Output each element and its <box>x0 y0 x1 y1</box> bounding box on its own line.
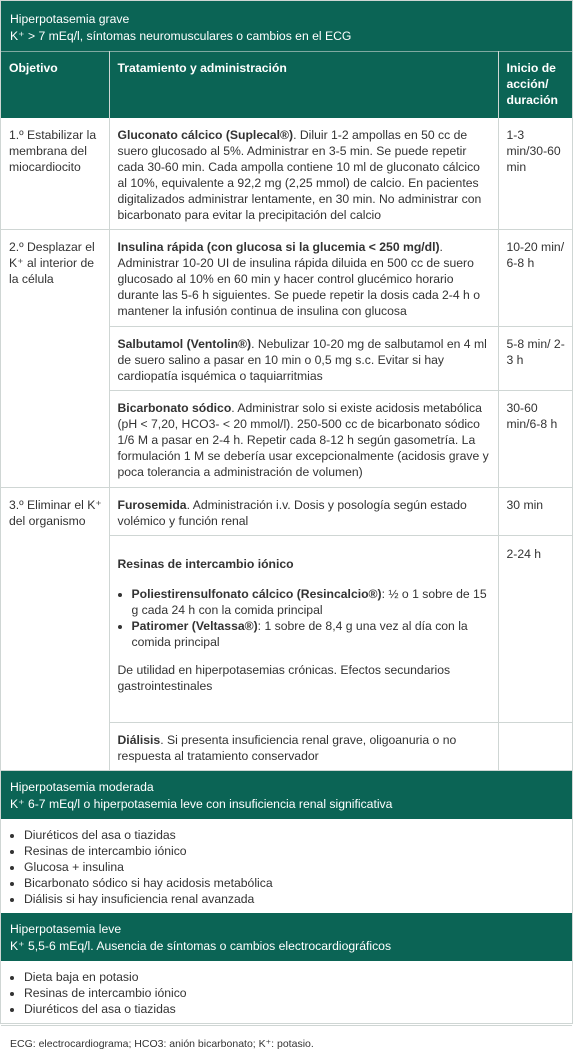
drug-text: . Administración i.v. Dosis y posología según estado volémico y función renal <box>117 498 467 528</box>
drug-name: Salbutamol (Ventolin®) <box>117 337 252 351</box>
moderada-header <box>1 771 572 819</box>
drug-text: : ½ o 1 sobre de 15 g cada 24 h con la comida principal <box>131 587 487 617</box>
drug-name: Gluconato cálcico (Suplecal®) <box>117 128 294 142</box>
list-item: • Diálisis si hay insuficiencia renal avanzada <box>24 891 564 907</box>
list-item: • Glucosa + insulina <box>24 859 564 875</box>
drug-text: . Si presenta insuficiencia renal grave, oligoanuria o no respuesta al tratamiento conservador <box>117 733 457 763</box>
footnote: ECG: electrocardiograma; HCO3: anión bicarbonato; K⁺: potasio. <box>10 1038 314 1050</box>
list-item: • Diuréticos del asa o tiazidas <box>24 827 564 843</box>
resinas-list <box>118 586 492 650</box>
onset-cell: 30 min <box>498 488 572 536</box>
list-item <box>132 618 492 650</box>
onset-cell: 5-8 min/ 2-3 h <box>498 327 572 391</box>
grave-subtitle: K⁺ > 7 mEq/l, síntomas neuromusculares o cambios en el ECG <box>10 29 352 43</box>
drug-text: . Nebulizar 10-20 mg de salbutamol en 4 ml de suero salino a pasar en 10 min o 0,5 mg s.c. Evitar si hay cardiopatía isquémica o taquiarritmias <box>117 337 487 383</box>
moderada-list <box>10 827 564 907</box>
drug-name: Poliestirensulfonato cálcico (Resincalcio®) <box>131 587 382 601</box>
treatment-cell <box>109 391 498 488</box>
drug-name: Patiromer (Veltassa®) <box>131 619 258 633</box>
grave-header <box>1 1 572 51</box>
table-row <box>1 230 572 327</box>
leve-title: Hiperpotasemia leve <box>10 922 122 936</box>
objective-cell: 3.º Eliminar el K⁺ del organismo <box>1 488 109 771</box>
onset-cell: 30-60 min/6-8 h <box>498 391 572 488</box>
leve-header <box>1 913 572 961</box>
list-item: • Dieta baja en potasio <box>24 969 564 985</box>
list-item: • Bicarbonato sódico si hay acidosis metabólica <box>24 875 564 891</box>
moderada-subtitle: K⁺ 6-7 mEq/l o hiperpotasemia leve con insuficiencia renal significativa <box>10 797 393 811</box>
col-objetivo: Objetivo <box>1 52 109 119</box>
drug-name: Insulina rápida (con glucosa si la glucemia < 250 mg/dl) <box>117 240 440 254</box>
resinas-note: De utilidad en hiperpotasemias crónicas. Efectos secundarios gastrointestinales <box>117 663 451 693</box>
drug-name: Bicarbonato sódico <box>117 401 232 415</box>
list-item: • Resinas de intercambio iónico <box>24 985 564 1001</box>
grave-title: Hiperpotasemia grave <box>10 12 130 26</box>
leve-subtitle: K⁺ 5,5-6 mEq/l. Ausencia de síntomas o cambios electrocardiográficos <box>10 939 392 953</box>
drug-name: Furosemida <box>117 498 187 512</box>
table-row <box>1 488 572 536</box>
treatment-cell <box>109 536 498 723</box>
drug-text: . Administrar solo si existe acidosis metabólica (pH < 7,20, HCO3- < 20 mmol/l). 250-500 cc de bicarbonato sódico 1/6 M a pasar en 2-4 h. Repetir cada 8-12 h según gasometría. La formulación 1 M se debería usar excepcionalmente (acidosis grave y poca tolerancia a administración de volumen) <box>117 401 489 479</box>
onset-cell: 1-3 min/30-60 min <box>498 118 572 230</box>
onset-cell: 2-24 h <box>498 536 572 723</box>
list-item: • Resinas de intercambio iónico <box>24 843 564 859</box>
treatment-cell <box>109 327 498 391</box>
col-tratamiento: Tratamiento y administración <box>109 52 498 119</box>
onset-cell: 10-20 min/ 6-8 h <box>498 230 572 327</box>
onset-cell <box>498 723 572 771</box>
grave-table <box>1 51 572 771</box>
drug-text: . Administrar 10-20 UI de insulina rápida diluida en 500 cc de suero glucosado al 10% en 60 min y hacer control glucémico horario durante las 5-6 h siguientes. Se puede repetir la dosis cada 2-4 h o mantener la infusión continua de insulina con glucosa <box>117 240 480 318</box>
moderada-list-block <box>1 819 572 913</box>
leve-list <box>10 969 564 1017</box>
treatment-cell <box>109 723 498 771</box>
objective-cell: 1.º Estabilizar la membrana del miocardiocito <box>1 118 109 230</box>
drug-text: : 1 sobre de 8,4 g una vez al día con la comida principal <box>131 619 468 649</box>
table-row <box>1 118 572 230</box>
list-item <box>132 586 492 618</box>
moderada-title: Hiperpotasemia moderada <box>10 780 154 794</box>
drug-text: . Diluir 1-2 ampollas en 50 cc de suero glucosado al 5%. Administrar en 3-5 min. Se puede repetir cada 30-60 min. Cada ampolla contiene 10 ml de gluconato cálcico al 10%, equivalente a 92,2 mg (2,25 mmol) de calcio. En pacientes digitalizados administrar lentamente, en 30 min. No administrar con bicarbonato para evitar la precipitación del calcio <box>117 128 482 222</box>
treatment-cell <box>109 118 498 230</box>
treatment-cell <box>109 230 498 327</box>
drug-name: Diálisis <box>117 733 161 747</box>
objective-cell: 2.º Desplazar el K⁺ al interior de la célula <box>1 230 109 488</box>
resinas-title: Resinas de intercambio iónico <box>117 557 294 571</box>
col-inicio: Inicio de acción/ duración <box>498 52 572 119</box>
treatment-cell <box>109 488 498 536</box>
leve-list-block <box>1 961 572 1026</box>
list-item: • Diuréticos del asa o tiazidas <box>24 1001 564 1017</box>
